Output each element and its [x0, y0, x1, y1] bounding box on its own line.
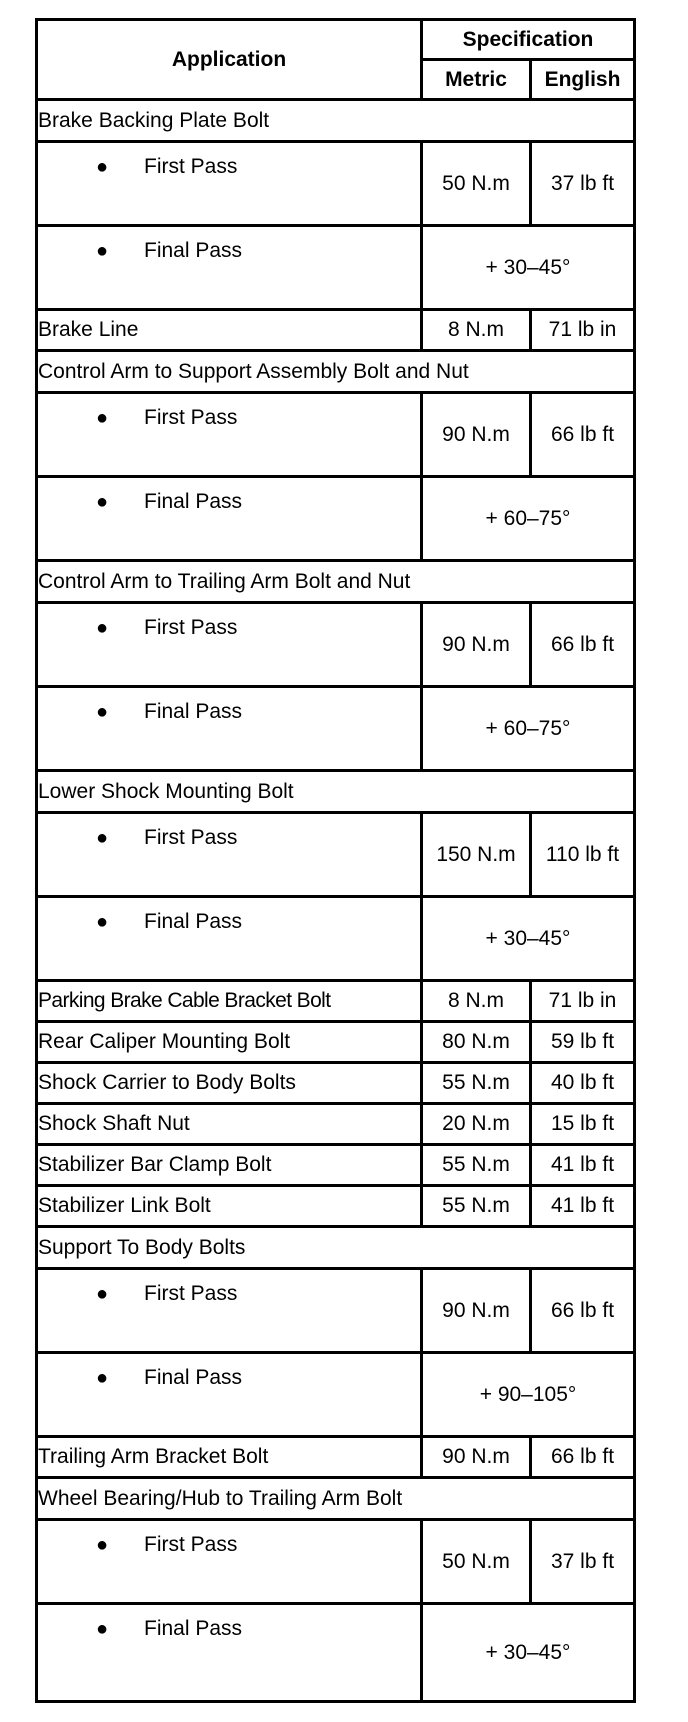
item-row — [37, 1104, 635, 1145]
item-row — [37, 981, 635, 1022]
bullet-icon: ● — [96, 1534, 109, 1556]
section-row — [37, 1227, 635, 1269]
item-label: Parking Brake Cable Bracket Bolt — [37, 981, 422, 1022]
section-label: Control Arm to Trailing Arm Bolt and Nut — [37, 561, 635, 603]
pass-label: Final Pass — [144, 700, 243, 723]
section-row — [37, 351, 635, 393]
pass-row — [37, 226, 635, 310]
angle-value: + 30–45° — [422, 897, 635, 981]
pass-cell — [37, 1269, 422, 1353]
metric-value: 8 N.m — [422, 310, 531, 351]
english-value: 41 lb ft — [531, 1186, 635, 1227]
header-english: English — [531, 60, 635, 100]
pass-label: First Pass — [144, 406, 238, 429]
bullet-icon: ● — [96, 827, 109, 849]
pass-label: Final Pass — [144, 1617, 243, 1640]
pass-cell — [37, 226, 422, 310]
bullet-icon: ● — [96, 156, 109, 178]
pass-label: Final Pass — [144, 490, 243, 513]
item-label: Brake Line — [37, 310, 422, 351]
pass-row — [37, 813, 635, 897]
table-header — [37, 20, 635, 100]
item-row — [37, 1186, 635, 1227]
english-value: 66 lb ft — [531, 603, 635, 687]
header-metric: Metric — [422, 60, 531, 100]
section-row — [37, 1478, 635, 1520]
english-value: 66 lb ft — [531, 1269, 635, 1353]
pass-label: First Pass — [144, 616, 238, 639]
metric-value: 55 N.m — [422, 1186, 531, 1227]
pass-label: First Pass — [144, 826, 238, 849]
pass-cell — [37, 813, 422, 897]
metric-value: 150 N.m — [422, 813, 531, 897]
table-body — [37, 100, 635, 1702]
pass-row — [37, 393, 635, 477]
metric-value: 50 N.m — [422, 142, 531, 226]
item-row — [37, 1145, 635, 1186]
section-label: Wheel Bearing/Hub to Trailing Arm Bolt — [37, 1478, 635, 1520]
english-value: 37 lb ft — [531, 142, 635, 226]
section-row — [37, 771, 635, 813]
pass-cell — [37, 477, 422, 561]
english-value: 71 lb in — [531, 310, 635, 351]
english-value: 66 lb ft — [531, 1437, 635, 1478]
angle-value: + 60–75° — [422, 687, 635, 771]
pass-cell — [37, 1353, 422, 1437]
english-value: 40 lb ft — [531, 1063, 635, 1104]
pass-cell — [37, 1520, 422, 1604]
pass-cell — [37, 687, 422, 771]
english-value: 71 lb in — [531, 981, 635, 1022]
metric-value: 90 N.m — [422, 1269, 531, 1353]
section-label: Support To Body Bolts — [37, 1227, 635, 1269]
item-row — [37, 1022, 635, 1063]
item-label: Stabilizer Bar Clamp Bolt — [37, 1145, 422, 1186]
bullet-icon: ● — [96, 1618, 109, 1640]
item-label: Shock Carrier to Body Bolts — [37, 1063, 422, 1104]
item-label: Rear Caliper Mounting Bolt — [37, 1022, 422, 1063]
header-specification: Specification — [422, 20, 635, 60]
item-label: Trailing Arm Bracket Bolt — [37, 1437, 422, 1478]
torque-spec-table — [35, 18, 636, 1703]
metric-value: 90 N.m — [422, 393, 531, 477]
header-application: Application — [37, 20, 422, 100]
bullet-icon: ● — [96, 1367, 109, 1389]
metric-value: 80 N.m — [422, 1022, 531, 1063]
pass-label: Final Pass — [144, 1366, 243, 1389]
angle-value: + 90–105° — [422, 1353, 635, 1437]
pass-row — [37, 897, 635, 981]
metric-value: 20 N.m — [422, 1104, 531, 1145]
angle-value: + 60–75° — [422, 477, 635, 561]
bullet-icon: ● — [96, 701, 109, 723]
pass-cell — [37, 897, 422, 981]
angle-value: + 30–45° — [422, 226, 635, 310]
metric-value: 55 N.m — [422, 1145, 531, 1186]
pass-row — [37, 1353, 635, 1437]
section-label: Brake Backing Plate Bolt — [37, 100, 635, 142]
section-row — [37, 100, 635, 142]
metric-value: 90 N.m — [422, 1437, 531, 1478]
pass-label: Final Pass — [144, 239, 243, 262]
pass-row — [37, 1604, 635, 1702]
section-label: Control Arm to Support Assembly Bolt and Nut — [37, 351, 635, 393]
metric-value: 55 N.m — [422, 1063, 531, 1104]
bullet-icon: ● — [96, 911, 109, 933]
pass-row — [37, 1520, 635, 1604]
metric-value: 50 N.m — [422, 1520, 531, 1604]
english-value: 37 lb ft — [531, 1520, 635, 1604]
pass-row — [37, 142, 635, 226]
pass-label: First Pass — [144, 155, 238, 178]
bullet-icon: ● — [96, 617, 109, 639]
english-value: 41 lb ft — [531, 1145, 635, 1186]
bullet-icon: ● — [96, 1283, 109, 1305]
item-label: Stabilizer Link Bolt — [37, 1186, 422, 1227]
section-row — [37, 561, 635, 603]
english-value: 59 lb ft — [531, 1022, 635, 1063]
pass-cell — [37, 142, 422, 226]
pass-label: First Pass — [144, 1282, 238, 1305]
pass-cell — [37, 1604, 422, 1702]
pass-label: Final Pass — [144, 910, 243, 933]
bullet-icon: ● — [96, 491, 109, 513]
pass-label: First Pass — [144, 1533, 238, 1556]
item-label: Shock Shaft Nut — [37, 1104, 422, 1145]
pass-row — [37, 477, 635, 561]
pass-row — [37, 687, 635, 771]
metric-value: 90 N.m — [422, 603, 531, 687]
bullet-icon: ● — [96, 407, 109, 429]
angle-value: + 30–45° — [422, 1604, 635, 1702]
pass-cell — [37, 393, 422, 477]
english-value: 66 lb ft — [531, 393, 635, 477]
english-value: 110 lb ft — [531, 813, 635, 897]
item-row — [37, 1063, 635, 1104]
item-row — [37, 310, 635, 351]
section-label: Lower Shock Mounting Bolt — [37, 771, 635, 813]
metric-value: 8 N.m — [422, 981, 531, 1022]
pass-row — [37, 1269, 635, 1353]
pass-cell — [37, 603, 422, 687]
bullet-icon: ● — [96, 240, 109, 262]
english-value: 15 lb ft — [531, 1104, 635, 1145]
item-row — [37, 1437, 635, 1478]
pass-row — [37, 603, 635, 687]
